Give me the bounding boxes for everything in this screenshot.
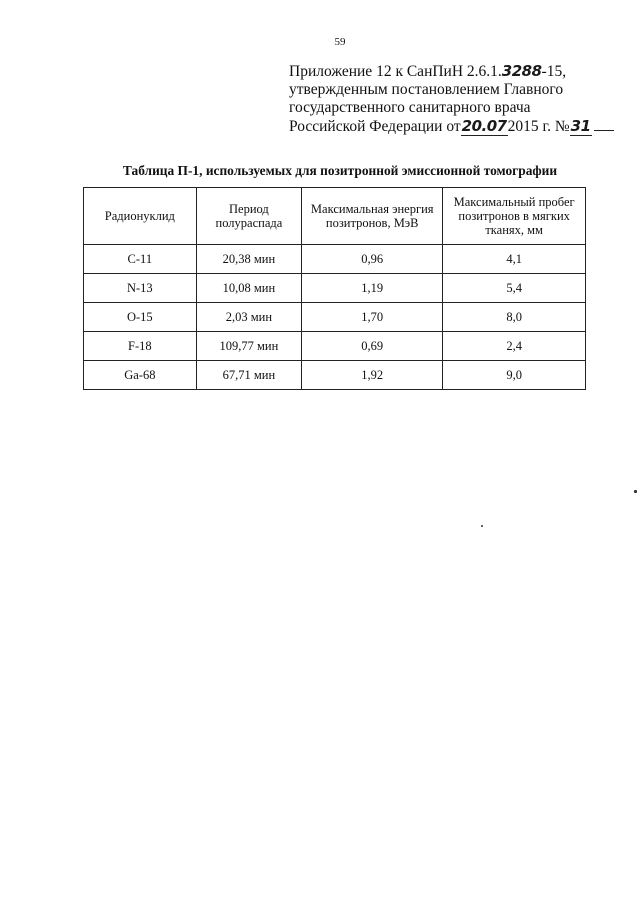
header-federation-prefix: Российской Федерации от: [289, 118, 461, 135]
column-header-max-energy: Максимальная энергия позитронов, МэВ: [302, 188, 443, 245]
table-row: [84, 332, 586, 361]
cell-radionuclide: F-18: [84, 332, 197, 361]
cell-radionuclide: C-11: [84, 245, 197, 274]
column-header-max-range: Максимальный пробег позитронов в мягких тканях, мм: [443, 188, 586, 245]
cell-half-life: 2,03 мин: [196, 303, 301, 332]
column-header-radionuclide: Радионуклид: [84, 188, 197, 245]
header-line-2: утвержденным постановлением Главного: [289, 81, 564, 98]
table-row: [84, 361, 586, 390]
handwritten-date: 20.07: [461, 117, 507, 135]
cell-radionuclide: Ga-68: [84, 361, 197, 390]
cell-max-range: 4,1: [443, 245, 586, 274]
table-row: [84, 274, 586, 303]
scan-artifact-dot: [481, 525, 483, 527]
signature-rule: [594, 129, 614, 131]
header-line-3: государственного санитарного врача: [289, 99, 531, 116]
header-line-4: [289, 117, 614, 136]
cell-max-energy: 0,69: [302, 332, 443, 361]
cell-half-life: 10,08 мин: [196, 274, 301, 303]
document-header: [289, 62, 614, 136]
table-row: [84, 303, 586, 332]
table-title: Таблица П-1, используемых для позитронной эмиссионной томографии: [122, 163, 558, 178]
page-number: 59: [334, 36, 346, 48]
cell-half-life: 20,38 мин: [196, 245, 301, 274]
scan-artifact-mark: [634, 490, 637, 493]
table-header: [84, 188, 586, 245]
cell-radionuclide: N-13: [84, 274, 197, 303]
cell-half-life: 67,71 мин: [196, 361, 301, 390]
header-appendix-suffix: -15,: [541, 63, 567, 80]
radionuclide-table: [83, 187, 586, 390]
column-header-half-life: Период полураспада: [196, 188, 301, 245]
cell-radionuclide: O-15: [84, 303, 197, 332]
cell-max-range: 2,4: [443, 332, 586, 361]
cell-max-energy: 1,92: [302, 361, 443, 390]
cell-max-energy: 0,96: [302, 245, 443, 274]
header-year: 2015 г. №: [507, 118, 570, 135]
cell-max-energy: 1,70: [302, 303, 443, 332]
cell-max-range: 5,4: [443, 274, 586, 303]
header-appendix-prefix: Приложение 12 к СанПиН 2.6.1.: [289, 63, 502, 80]
cell-max-energy: 1,19: [302, 274, 443, 303]
table-row: [84, 245, 586, 274]
handwritten-order-number: 31: [570, 117, 591, 135]
table-header-row: [84, 188, 586, 245]
cell-max-range: 9,0: [443, 361, 586, 390]
cell-max-range: 8,0: [443, 303, 586, 332]
header-line-1: [289, 62, 614, 81]
table-body: [84, 245, 586, 390]
cell-half-life: 109,77 мин: [196, 332, 301, 361]
handwritten-regulation-number: 3288: [501, 62, 542, 80]
